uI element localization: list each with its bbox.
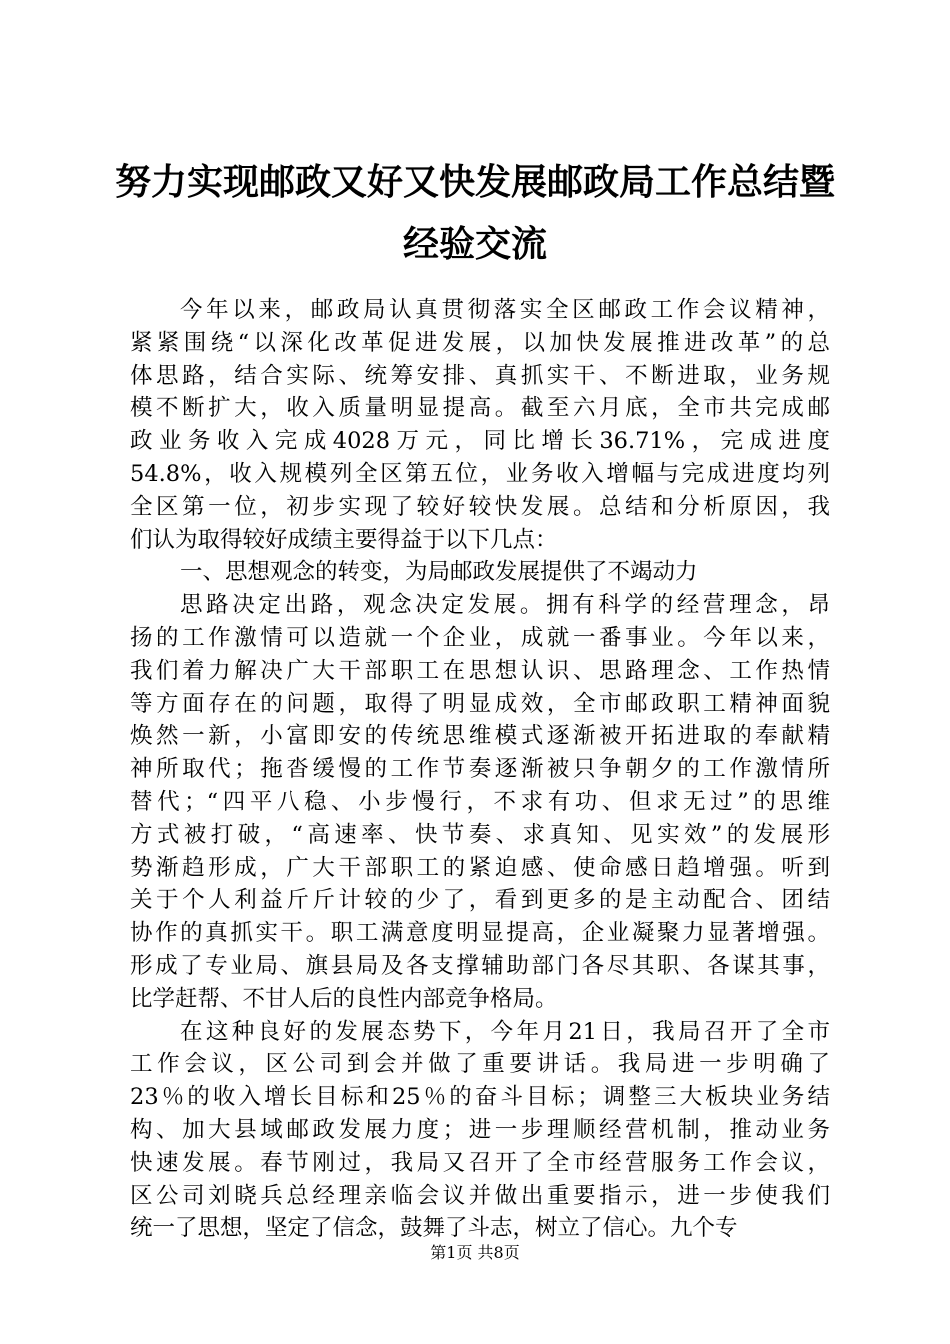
paragraph-line: 54.8%，收入规模列全区第五位，业务收入增幅与完成进度均列 [130,460,830,487]
paragraph-line: 23％的收入增长目标和25％的奋斗目标；调整三大板块业务结 [130,1084,830,1111]
paragraph [130,294,830,556]
paragraph [130,556,830,589]
document-body [130,294,830,1245]
paragraph [130,589,830,1015]
paragraph-line: 政业务收入完成4028万元，同比增长36.71%，完成进度 [130,428,830,455]
paragraph [130,1016,830,1246]
paragraph-line: 在这种良好的发展态势下，今年月21日，我局召开了全市 [180,1018,830,1045]
paragraph-line: 构、加大县域邮政发展力度；进一步理顺经营机制，推动业务 [130,1116,830,1143]
paragraph-line: 全区第一位，初步实现了较好较快发展。总结和分析原因，我 [130,493,830,520]
paragraph-line: 区公司刘晓兵总经理亲临会议并做出重要指示，进一步使我们 [130,1182,830,1209]
paragraph-line: 一、思想观念的转变，为局邮政发展提供了不竭动力 [180,559,698,586]
paragraph-line: 等方面存在的问题，取得了明显成效，全市邮政职工精神面貌 [130,690,830,717]
paragraph-line: 快速发展。春节刚过，我局又召开了全市经营服务工作会议， [130,1149,830,1176]
paragraph-line: 我们着力解决广大干部职工在思想认识、思路理念、工作热情 [130,657,830,684]
document-title-line-2: 经验交流 [402,223,547,265]
paragraph-line: 关于个人利益斤斤计较的少了，看到更多的是主动配合、团结 [130,887,830,914]
paragraph-line: 紧紧围绕“以深化改革促进发展，以加快发展推进改革”的总 [130,329,830,356]
paragraph-line: 神所取代；拖沓缓慢的工作节奏逐渐被只争朝夕的工作激情所 [130,756,830,783]
paragraph-line: 思路决定出路，观念决定发展。拥有科学的经营理念，昂 [180,592,830,619]
paragraph-line: 统一了思想，坚定了信念，鼓舞了斗志，树立了信心。九个专 [130,1215,738,1242]
paragraph-line: 替代；“四平八稳、小步慢行，不求有功、但求无过”的思维 [130,788,830,815]
paragraph-line: 比学赶帮、不甘人后的良性内部竞争格局。 [130,985,558,1012]
paragraph-line: 今年以来，邮政局认真贯彻落实全区邮政工作会议精神， [180,297,830,323]
paragraph-line: 形成了专业局、旗县局及各支撑辅助部门各尽其职、各谋其事， [130,952,830,979]
paragraph-line: 协作的真抓实干。职工满意度明显提高，企业凝聚力显著增强。 [130,920,830,947]
paragraph-line: 们认为取得较好成绩主要得益于以下几点： [130,526,558,553]
paragraph-line: 扬的工作激情可以造就一个企业，成就一番事业。今年以来， [130,624,830,651]
paragraph-line: 工作会议，区公司到会并做了重要讲话。我局进一步明确了 [130,1051,830,1078]
paragraph-line: 模不断扩大，收入质量明显提高。截至六月底，全市共完成邮 [130,395,830,422]
paragraph-line: 焕然一新，小富即安的传统思维模式逐渐被开拓进取的奉献精 [130,723,830,750]
document-title-line-1: 努力实现邮政又好又快发展邮政局工作总结暨 [114,161,835,203]
page-footer: 第1页 共8页 [430,1243,520,1262]
paragraph-line: 方式被打破，“高速率、快节奏、求真知、见实效”的发展形 [130,821,830,848]
paragraph-line: 势渐趋形成，广大干部职工的紧迫感、使命感日趋增强。听到 [130,854,830,881]
paragraph-line: 体思路，结合实际、统筹安排、真抓实干、不断进取，业务规 [130,362,830,389]
